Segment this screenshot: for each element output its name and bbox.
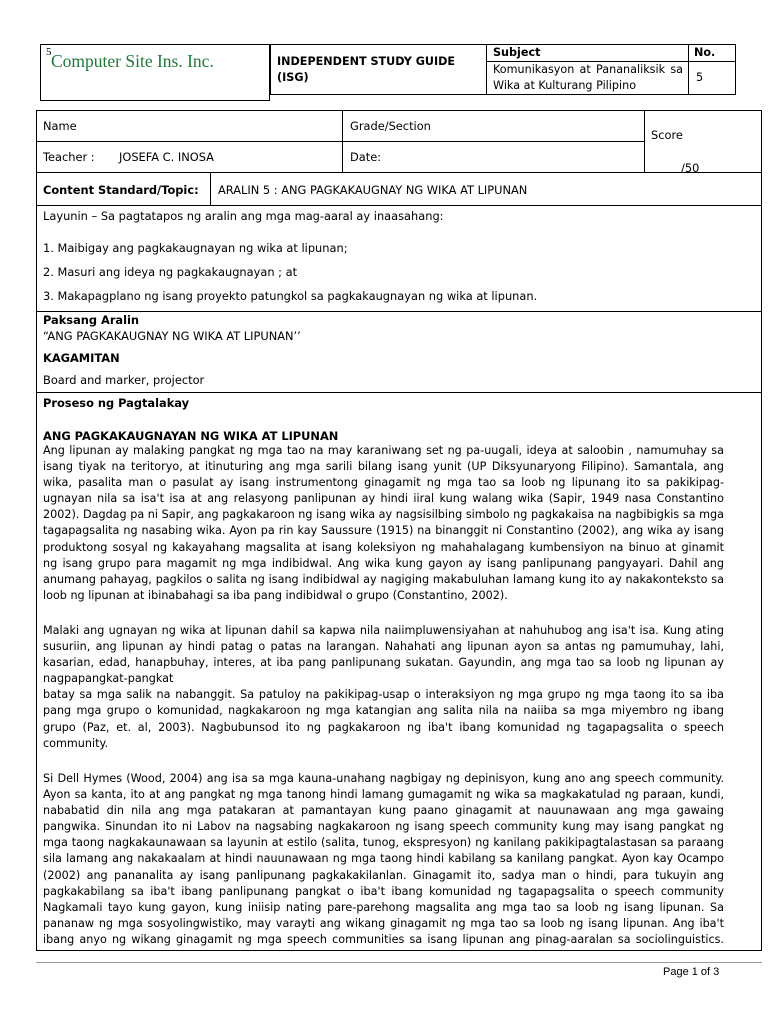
paragraph-line: ugnayan nila sa isa't isa at ang relasyong panlipunan ay hindi iiral kung walang wika (Sapir, 1949 nasa Constantino	[43, 492, 724, 506]
guide-title: INDEPENDENT STUDY GUIDE (ISG)	[277, 55, 456, 84]
materials-value: Board and marker, projector	[43, 373, 205, 387]
content-standard-label: Content Standard/Topic:	[43, 183, 199, 197]
subject-label: Subject	[493, 46, 541, 59]
discussion-subheading: ANG PAGKAKAUGNAYAN NG WIKA AT LIPUNAN	[43, 429, 339, 443]
paragraph-line: pananaw ng mga sosyolingwistiko, may varayti ang wikang ginagamit ng mga tao sa loob ng isang lipunan. Ang iba't	[43, 916, 724, 930]
objective-item: 3. Makapagplano ng isang proyekto patungkol sa pagkakaugnayan ng wika at lipunan.	[43, 289, 538, 303]
topic-heading: Paksang Aralin	[43, 313, 140, 327]
score-label: Score	[651, 128, 683, 142]
no-value: 5	[696, 71, 704, 84]
paragraph-line: pangwika. Sinundan ito ni Labov na nagsabing nagkakaroon ng isang speech community kung may isang pangkat ng	[43, 820, 724, 834]
paragraph-line: batay sa mga salik na nabanggit. Sa patuloy na pakikipag-usap o interaksiyon ng mga grupo ng mga taong ito sa iba	[43, 688, 724, 702]
paragraph-line: loob ng lipunan at ibinabahagi sa iba pang indibidwal o grupo (Constantino, 2002).	[43, 588, 508, 602]
paragraph-line: pang mga grupo o komunidad, nagkakaroon ng mga katangian ang salita nila na naiiba sa mga miyembro ng ibang	[43, 704, 724, 718]
subject-value: Komunikasyon at Pananaliksik sa Wika at Kulturang Pilipino	[493, 63, 683, 92]
logo-number: 5	[46, 46, 52, 58]
grade-section-label: Grade/Section	[350, 119, 431, 133]
discussion-paragraph-3	[43, 771, 724, 948]
paragraph-line: Si Dell Hymes (Wood, 2004) ang isa sa mga kauna-unahang nagbigay ng depinisyon, kung ano ang speech community.	[43, 772, 724, 785]
paragraph-line: 2002). Dagdag pa ni Sapir, ang pagkakaroon ng isang wika ay nagsisilbing simbolo ng pagkakaisa na nagbibigkis sa mga	[43, 508, 724, 522]
paragraph-line: ng isang grupo para magamit ng mga indibidwal. Ang wika kung gayon ay isang panlipunang pangyayari. Dahil ang	[43, 556, 724, 570]
teacher-name: JOSEFA C. INOSA	[119, 150, 214, 164]
paragraph-line: ibang anyo ng wikang ginagamit ng mga speech communities sa isang lipunan ang pinag-aaralan sa sociolinguistics.	[43, 932, 724, 946]
discussion-paragraph-1	[43, 443, 724, 604]
content-standard-value: ARALIN 5 : ANG PAGKAKAUGNAY NG WIKA AT LIPUNAN	[218, 183, 528, 197]
paragraph-line: mga taong nagkakaunawaan sa layunin at estilo (salita, tunog, ekspresyon) ng kanilang pakikipagtalastasan sa paraang	[43, 836, 724, 850]
paragraph-line: susuriin, ang lipunan ay hindi patag o patas na larangan. Nahahati ang lipunan ayon sa antas ng pamumuhay, lahi,	[43, 640, 724, 654]
paragraph-line: kasarian, edad, hanapbuhay, interes, at iba pang panlipunang sukatan. Gayundin, ang mga tao sa loob ng lipunan ay	[43, 656, 724, 670]
objectives-heading: Layunin – Sa pagtatapos ng aralin ang mga mag-aaral ay inaasahang:	[43, 209, 444, 223]
materials-heading: KAGAMITAN	[43, 351, 120, 365]
company-logo: Computer Site Ins. Inc.	[51, 51, 214, 71]
paragraph-line: grupo (Paz, et. al, 2003). Nagbubunsod ito ng pagkakaroon ng iba't ibang komunidad ng tagapagsalita o speech	[43, 720, 724, 734]
date-label: Date:	[350, 150, 382, 164]
paragraph-line: sila lamang ang nakakaalam at hindi nauunawaan ng mga taong hindi kabilang sa kanilang pangkat. Ayon kay Ocampo	[43, 852, 724, 866]
paragraph-line: pagkakabilang sa iba't ibang panlipunang pangkat o iba't ibang komunidad ng tagapagsalita o speech community	[43, 884, 724, 898]
paragraph-line: tagapagsalita ng nasabing wika. Ayon pa rin kay Saussure (1915) na binanggit ni Constantino (2002), ang wika ay isang	[43, 524, 724, 538]
objective-item: 1. Maibigay ang pagkakaugnayan ng wika at lipunan;	[43, 241, 348, 255]
discussion-heading: Proseso ng Pagtalakay	[43, 396, 190, 410]
score-total: /50	[681, 161, 700, 175]
no-label: No.	[694, 46, 716, 59]
paragraph-line: anumang pahayag, pagkilos o salita ng isang indibidwal ay nagiging makabuluhan lamang kung ito ay nakakonteksto sa	[43, 572, 724, 586]
topic-title: “ANG PAGKAKAUGNAY NG WIKA AT LIPUNAN’’	[43, 329, 301, 343]
page-number: Page 1 of 3	[663, 966, 720, 978]
paragraph-line: Nagkamali tayo kung gayon, kung iniisip nating pare-parehong magsalita ang mga tao sa loob ng isang lipunan. Sa	[43, 900, 724, 914]
paragraph-line: produktong sosyal ng kakayahang magsalita at isang koleksiyon ng mahahalagang kumbensiyon na binuo at ginamit	[43, 540, 724, 554]
objective-item: 2. Masuri ang ideya ng pagkakaugnayan ; at	[43, 265, 298, 279]
paragraph-line: Malaki ang ugnayan ng wika at lipunan dahil sa kapwa nila naiimpluwensiyahan at nahuhubog ang isa't isa. Kung ating	[43, 624, 724, 637]
footer-rule	[36, 962, 762, 963]
name-label: Name	[43, 119, 77, 133]
paragraph-line: (2002) ang pananalita ay isang panlipunang pagkakakilanlan. Ginagamit ito, sadya man o hindi, para tukuyin ang	[43, 868, 724, 882]
paragraph-line: nagpapangkat-pangkat	[43, 672, 174, 686]
paragraph-line: nababatid din nila ang mga patakaran at pamantayan kung paano ginagamit at nauunawaan ang mga gawaing	[43, 804, 724, 818]
teacher-label: Teacher :	[43, 150, 95, 164]
discussion-paragraph-2	[43, 623, 724, 752]
paragraph-line: isang tiyak na teritoryo, at itinuturing ang mga sarili bilang isang yunit (UP Diksyunaryong Filipino). Samantala, ang	[43, 460, 724, 474]
paragraph-line: wika, pasalita man o pasulat ay isang instrumentong ginagamit ng mga tao sa loob ng lipunang ito sa pakikipag-	[43, 476, 724, 490]
paragraph-line: Ang lipunan ay malaking pangkat ng mga tao na may karaniwang set ng pa-uugali, ideya at saloobin , namumuhay sa	[43, 444, 724, 457]
paragraph-line: community.	[43, 736, 109, 750]
paragraph-line: Ayon sa kanta, ito at ang pangkat ng mga tanong hindi lamang gumagamit ng wika sa magkakatulad ng paraan, kundi,	[43, 788, 724, 802]
